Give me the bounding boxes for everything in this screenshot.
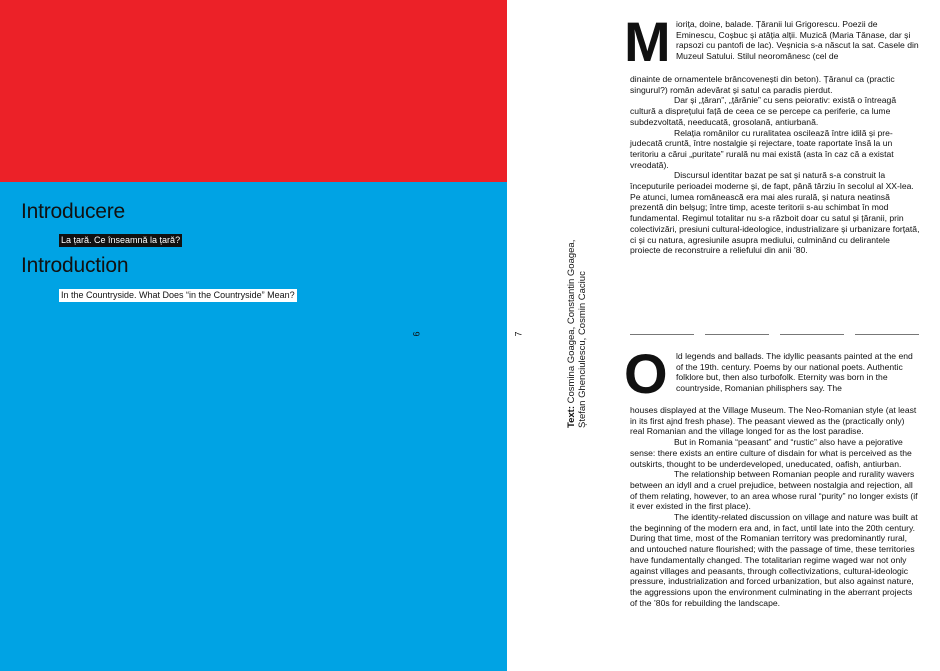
romanian-body-text: [630, 74, 920, 256]
divider-rule: [630, 334, 694, 335]
heading-romanian: Introducere: [21, 200, 126, 223]
paragraph: houses displayed at the Village Museum. The Neo-Romanian style (at least in its first ajnd fresh phase). The peasant viewed as the (practically only) real Romanian and the village longed for as the lost paradise.: [630, 405, 917, 437]
subtitle-english: In the Countryside. What Does “in the Countryside” Mean?: [61, 290, 295, 300]
divider-rule: [855, 334, 919, 335]
romanian-first-lines: iorița, doine, balade. Țăranii lui Grigorescu. Poezii de Eminescu, Coșbuc și atâția alții. Muzică (Maria Tănase, dar și rapsozi cu pantofi de lac). Veșnicia s-a născut la sat. Casele din Muzeul Satului. Stilul neoromânesc (cel de: [676, 19, 919, 62]
drop-cap-romanian: M: [624, 10, 671, 73]
english-first-lines: ld legends and ballads. The idyllic peasants painted at the end of the 19th. century. Poems by our national poets. Authentic folklore but, then also turbofolk. Eternity was born in the countryside, Romanian philisphers say. The: [676, 351, 913, 394]
paragraph: dinainte de ornamentele brâncovenești din beton). Țăranul ca (practic singurul?) român adevărat și satul ca paradis pierdut.: [630, 74, 895, 95]
heading-english: Introduction: [21, 254, 129, 277]
paragraph: Dar și „țăran”, „țărănie” cu sens peiorativ: există o întreagă cultură a disprețului față de ceea ce se percepe ca periferie, ca lume subdezvoltată, needucată, grosolană, antiurbană.: [630, 95, 897, 127]
paragraph: Relația românilor cu ruralitatea oscilează între idilă și prejudecată cruntă, între nostalgie și rejectare, toate raportate însă la un teritoriu a cărui „puritate” rurală nu mai există (asta în caz că a existat vreodată).: [630, 127, 894, 170]
divider-rule: [780, 334, 844, 335]
drop-cap-english: O: [624, 342, 668, 405]
author-credits: [566, 240, 588, 428]
credits-line-1: Cosmina Goagea, Constantin Goagea,: [566, 239, 577, 404]
credits-line-2: Ștefan Ghenciulescu, Cosmin Caciuc: [577, 271, 588, 428]
paragraph: The identity-related discussion on village and nature was built at the beginning of the modern era and, in fact, until late into the 20th century. During that time, most of the Romanian territory was predominantly rural, and untouched nature flourished; with the passage of time, these territories have fundamentally changed. The totalitarian regime waged war not only against villages and peasants, through collectivizations, cultural-ideologic pressure, industrialization and forced urbanization, but also against nature, the aggressions upon the environment culminating in the aberrant projects of the ’80s for rebuilding the landscape.: [630, 512, 918, 608]
divider-rule: [705, 334, 769, 335]
page-number-right: 7: [513, 331, 524, 337]
subtitle-romanian: La țară. Ce înseamnă la țară?: [61, 235, 181, 245]
credits-label: Text:: [566, 406, 577, 428]
paragraph: But in Romania “peasant” and “rustic” also have a pejorative sense: there exists an entire culture of disdain for what is perceived as the outskirts, thought to be underdeveloped, uneducated, oafish, antiurban.: [630, 437, 912, 469]
red-color-block: [0, 0, 507, 182]
page-number-left: 6: [411, 331, 422, 337]
paragraph: The relationship between Romanian people and rurality wavers between an idyll and a cruel prejudice, between nostalgia and rejection, all of them relating, however, to an area whose rural “purity” no longer exists (if it ever existed in the first place).: [630, 469, 918, 512]
paragraph: Discursul identitar bazat pe sat și natură s-a construit la începuturile perioadei moderne și, de fapt, până târziu în secolul al XX-lea. Pe atunci, lumea românească era mai ales rurală, și natura neatinsă prezentă din belșug; între timp, aceste teritorii s-au schimbat în mod fundamental. Regimul totalitar nu s-a războit doar cu satul și țăranii, prin colectivizări, presiuni cultural-ideologice, industrializare și urbanizare forțată, ci și cu natura, agresiunile asupra mediului, culminând cu delirantele proiecte de reconstruire a reliefului din anii ’80.: [630, 170, 920, 256]
english-body-text: [630, 405, 920, 608]
